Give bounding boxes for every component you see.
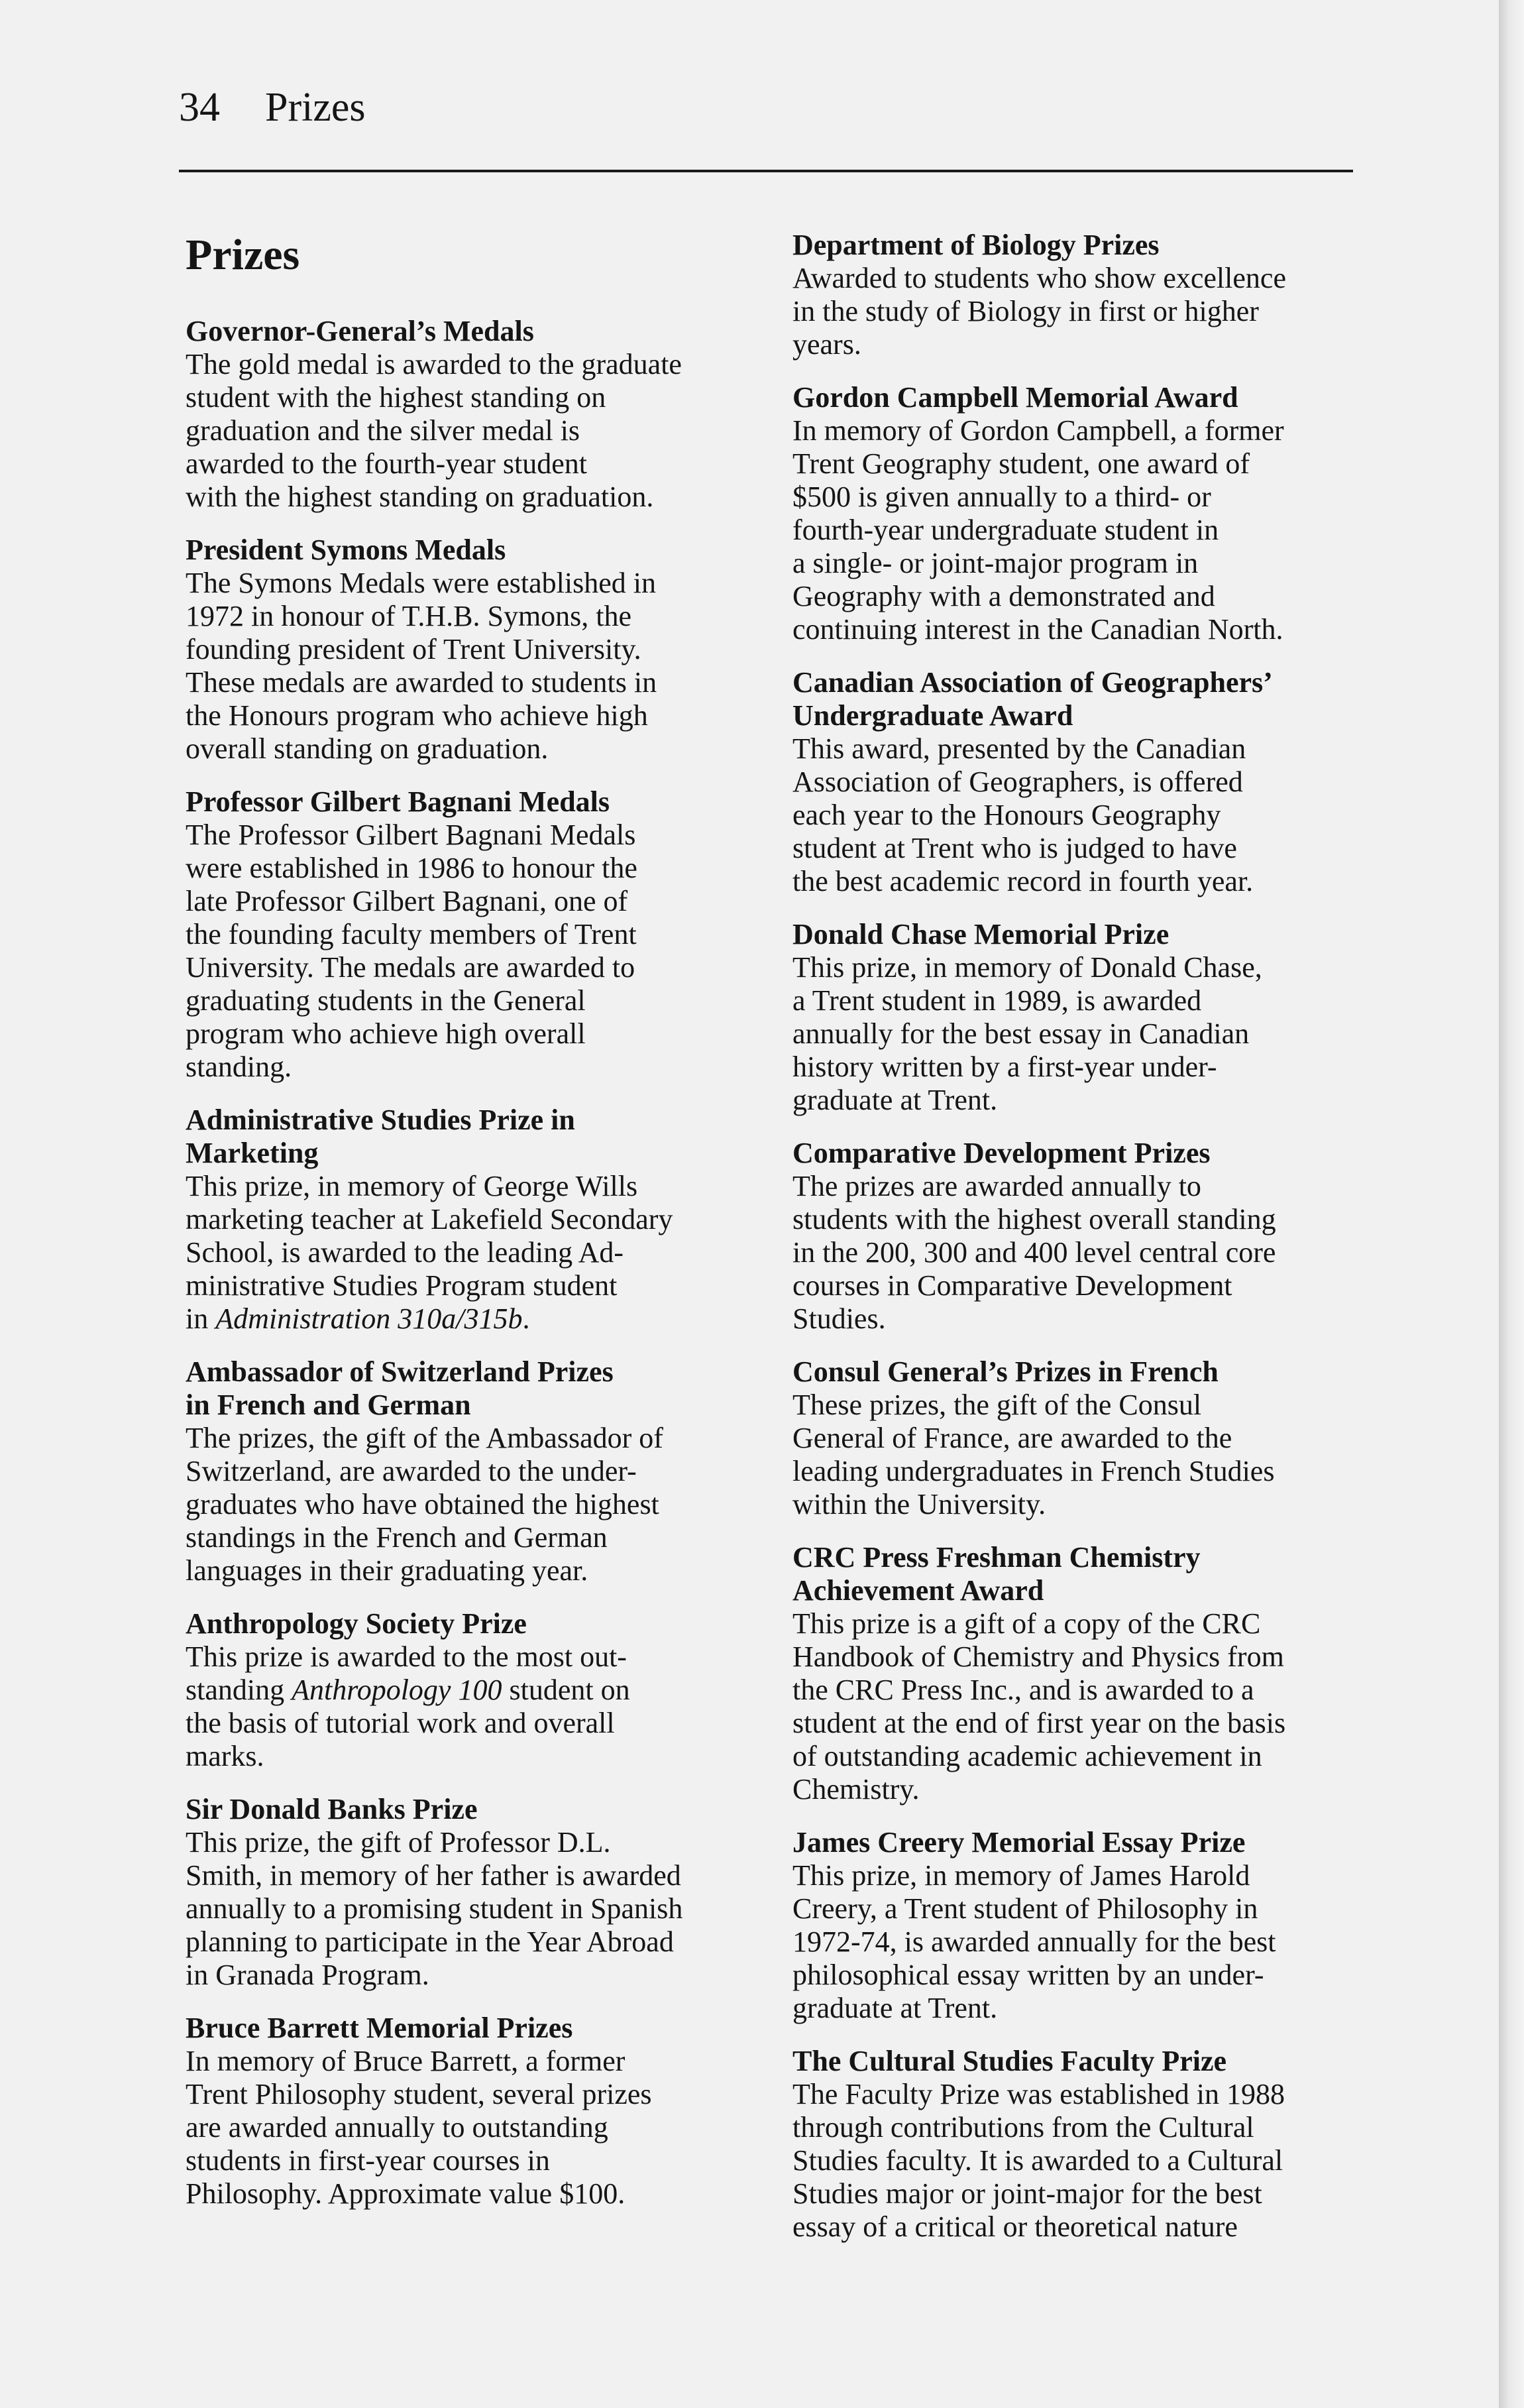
prize-description-text: . xyxy=(522,1302,530,1335)
prize-title: Sir Donald Banks Prize xyxy=(186,1793,478,1825)
prize-title: Canadian Association of Geographers’ Undergraduate Award xyxy=(792,666,1273,732)
prize-entry xyxy=(792,229,1362,361)
prize-title: Administrative Studies Prize in Marketing xyxy=(186,1104,575,1169)
prize-title: Professor Gilbert Bagnani Medals xyxy=(186,785,610,818)
prize-title: Comparative Development Prizes xyxy=(792,1137,1211,1169)
prize-description: The Symons Medals were established in 1972 in honour of T.H.B. Symons, the founding president of Trent University. These medals are awarded to students in the Honours program who achieve high overall standing on graduation. xyxy=(186,567,657,765)
prize-description xyxy=(186,1170,755,1336)
prize-entry xyxy=(792,918,1362,1117)
prize-title: The Cultural Studies Faculty Prize xyxy=(792,2045,1227,2077)
prize-entry xyxy=(792,1355,1362,1521)
prize-description: This prize, the gift of Professor D.L. Smith, in memory of her father is awarded annually to a promising student in Spanish planning to participate in the Year Abroad in Granada Program. xyxy=(186,1826,683,1991)
prize-title: Bruce Barrett Memorial Prizes xyxy=(186,2012,573,2044)
prize-entry xyxy=(186,2012,755,2210)
prize-title: Ambassador of Switzerland Prizes in French and German xyxy=(186,1355,614,1421)
prize-entry xyxy=(186,785,755,1084)
prize-entry xyxy=(792,381,1362,646)
prize-description: The Professor Gilbert Bagnani Medals were established in 1986 to honour the late Professor Gilbert Bagnani, one of the founding faculty members of Trent University. The medals are awarded to graduating students in the General program who achieve high overall standing. xyxy=(186,819,637,1083)
prize-description-text: student on the basis of tutorial work and overall marks. xyxy=(186,1674,630,1772)
prize-description: The prizes are awarded annually to students with the highest overall standing in the 200, 300 and 400 level central core courses in Comparative Development Studies. xyxy=(792,1170,1276,1335)
prize-description: In memory of Bruce Barrett, a former Trent Philosophy student, several prizes are awarded annually to outstanding students in first-year courses in Philosophy. Approximate value $100. xyxy=(186,2045,652,2210)
prize-entry xyxy=(792,666,1362,898)
prize-entry xyxy=(792,2045,1362,2244)
prize-title: Consul General’s Prizes in French xyxy=(792,1355,1219,1388)
prize-description xyxy=(186,1640,755,1773)
course-code: Anthropology 100 xyxy=(292,1674,502,1706)
prize-description: This prize is a gift of a copy of the CRC Handbook of Chemistry and Physics from the CRC Press Inc., and is awarded to a student at the end of first year on the basis of outstanding academic achievement in Chemistry. xyxy=(792,1607,1286,1806)
prize-title: Gordon Campbell Memorial Award xyxy=(792,381,1238,414)
prize-entry xyxy=(186,315,755,514)
prize-entry xyxy=(792,1826,1362,2025)
section-title: Prizes xyxy=(186,231,300,279)
prize-title: Department of Biology Prizes xyxy=(792,229,1160,261)
running-section-label: Prizes xyxy=(265,85,366,130)
prize-description: The gold medal is awarded to the graduate student with the highest standing on graduation and the silver medal is awarded to the fourth-year student with the highest standing on graduation. xyxy=(186,348,682,513)
prize-entry xyxy=(186,1793,755,1992)
prize-description: In memory of Gordon Campbell, a former Trent Geography student, one award of $500 is given annually to a third- or fourth-year undergraduate student in a single- or joint-major program in Geography with a demonstrated and continuing interest in the Canadian North. xyxy=(792,414,1284,646)
prize-description: Awarded to students who show excellence in the study of Biology in first or higher years. xyxy=(792,262,1286,361)
prize-description: The Faculty Prize was established in 1988 through contributions from the Cultural Studies faculty. It is awarded to a Cultural Studies major or joint-major for the best essay of a critical or theoretical nature xyxy=(792,2078,1285,2243)
prize-title: Donald Chase Memorial Prize xyxy=(792,918,1170,950)
right-column xyxy=(792,229,1362,2264)
prize-entry xyxy=(186,1355,755,1587)
course-code: Administration 310a/315b xyxy=(215,1302,523,1335)
prize-title: Governor-General’s Medals xyxy=(186,315,534,347)
left-column xyxy=(186,229,755,2230)
prize-description: This prize, in memory of James Harold Creery, a Trent student of Philosophy in 1972-74, is awarded annually for the best philosophical essay written by an under- graduate at Trent. xyxy=(792,1859,1276,2024)
running-header xyxy=(179,81,366,134)
prize-description: The prizes, the gift of the Ambassador of Switzerland, are awarded to the under- graduates who have obtained the highest standings in the French and German languages in their graduating year. xyxy=(186,1422,663,1587)
prize-description: These prizes, the gift of the Consul General of France, are awarded to the leading undergraduates in French Studies within the University. xyxy=(792,1389,1275,1520)
prize-title: James Creery Memorial Essay Prize xyxy=(792,1826,1246,1859)
prize-description: This award, presented by the Canadian Association of Geographers, is offered each year to the Honours Geography student at Trent who is judged to have the best academic record in fourth year. xyxy=(792,732,1254,897)
header-rule xyxy=(179,170,1353,172)
page-number: 34 xyxy=(179,85,220,130)
prize-description-text: This prize, in memory of George Wills marketing teacher at Lakefield Secondary School, is awarded to the leading Ad- ministrative Studies Program student in xyxy=(186,1170,673,1335)
prize-entry xyxy=(186,1104,755,1336)
prize-title: Anthropology Society Prize xyxy=(186,1607,527,1640)
prize-entry xyxy=(792,1541,1362,1806)
prize-title: CRC Press Freshman Chemistry Achievement Award xyxy=(792,1541,1201,1607)
prize-title: President Symons Medals xyxy=(186,534,506,566)
prize-entry xyxy=(792,1137,1362,1336)
prize-entry xyxy=(186,1607,755,1773)
prize-entry xyxy=(186,534,755,766)
prize-description-text: This prize is awarded to the most out- standing xyxy=(186,1640,627,1706)
prize-description: This prize, in memory of Donald Chase, a Trent student in 1989, is awarded annually for the best essay in Canadian history written by a first-year under- graduate at Trent. xyxy=(792,951,1262,1116)
page-edge-shadow xyxy=(1499,0,1524,2408)
